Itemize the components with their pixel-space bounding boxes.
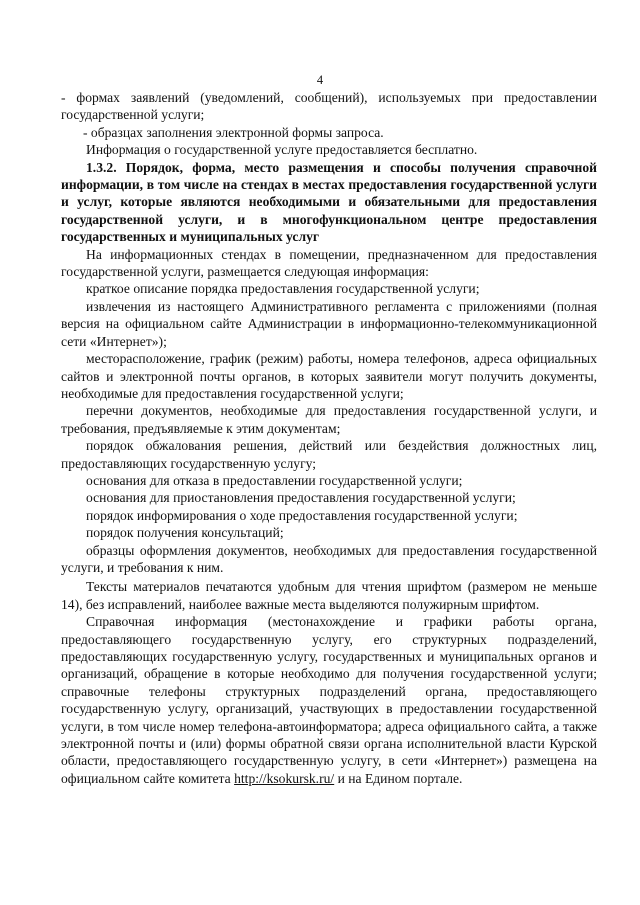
list-item-regulation-extracts: извлечения из настоящего Административного регламента с приложениями (полная версия на официальном сайте Администрации в информационно-телекоммуникационной сети «Интернет»); (61, 298, 597, 349)
document-body (61, 89, 597, 787)
committee-website-link[interactable]: http://ksokursk.ru/ (234, 770, 335, 786)
list-item-progress-informing: порядок информирования о ходе предоставления государственной услуги; (86, 507, 518, 523)
page-number: 4 (316, 73, 324, 87)
paragraph-free-information: Информация о государственной услуге предоставляется бесплатно. (86, 142, 478, 158)
section-heading-1-3-2: 1.3.2. Порядок, форма, место размещения и способы получения справочной информации, в том числе на стендах в местах предоставления государственной услуги и услуг, которые являются необходимыми и обязательными для предоставления государственной услуги, и в многофункциональном центре предоставления государственных и муниципальных услуг (61, 159, 597, 245)
reference-info-tail: и на Едином портале. (334, 770, 463, 786)
list-item-suspension-grounds: основания для приостановления предоставления государственной услуги; (86, 490, 516, 506)
reference-info-text: Справочная информация (местонахождение и графики работы органа, предоставляющего государственную услугу, его структурных подразделений, предоставляющих государственную услугу, государственных и муниципальных органов и организаций, обращение в которые необходимо для получения государственной услуги; справочные телефоны структурных подразделений органа, предоставляющего государственную услугу, организаций, участвующих в предоставлении государственной услуги, в том числе номер телефона-автоинформатора; адреса официального сайта, а также электронной почты и (или) формы обратной связи органа исполнительной власти Курской области, предоставляющего государственную услугу, в сети «Интернет») размещена на официальном сайте комитета (61, 614, 597, 786)
list-item-consultations: порядок получения консультаций; (86, 525, 284, 541)
paragraph-info-stands: На информационных стендах в помещении, предназначенном для предоставления государственной услуги, размещается следующая информация: (61, 246, 597, 280)
paragraph-font-requirements: Тексты материалов печатаются удобным для чтения шрифтом (размером не меньше 14), без исправлений, наиболее важные места выделяются полужирным шрифтом. (61, 579, 597, 612)
list-item-appeal-procedure: порядок обжалования решения, действий или бездействия должностных лиц, предоставляющих государственную услугу; (61, 438, 597, 471)
paragraph-forms-of-applications: - формах заявлений (уведомлений, сообщений), используемых при предоставлении государственной услуги; (61, 90, 597, 123)
list-item-refusal-grounds: основания для отказа в предоставлении государственной услуги; (86, 472, 463, 488)
paragraph-form-samples: - образцах заполнения электронной формы запроса. (83, 124, 384, 140)
paragraph-reference-information (61, 613, 597, 787)
list-item-short-description: краткое описание порядка предоставления государственной услуги; (86, 281, 480, 297)
list-item-document-samples: образцы оформления документов, необходимых для предоставления государственной услуги, и требования к ним. (61, 542, 597, 575)
list-item-document-lists: перечни документов, необходимые для предоставления государственной услуги, и требования, предъявляемые к этим документам; (61, 403, 597, 436)
list-item-location-schedule: месторасположение, график (режим) работы, номера телефонов, адреса официальных сайтов и электронной почты органов, в которых заявители могут получить документы, необходимые для предоставления государственной услуги; (61, 351, 597, 401)
